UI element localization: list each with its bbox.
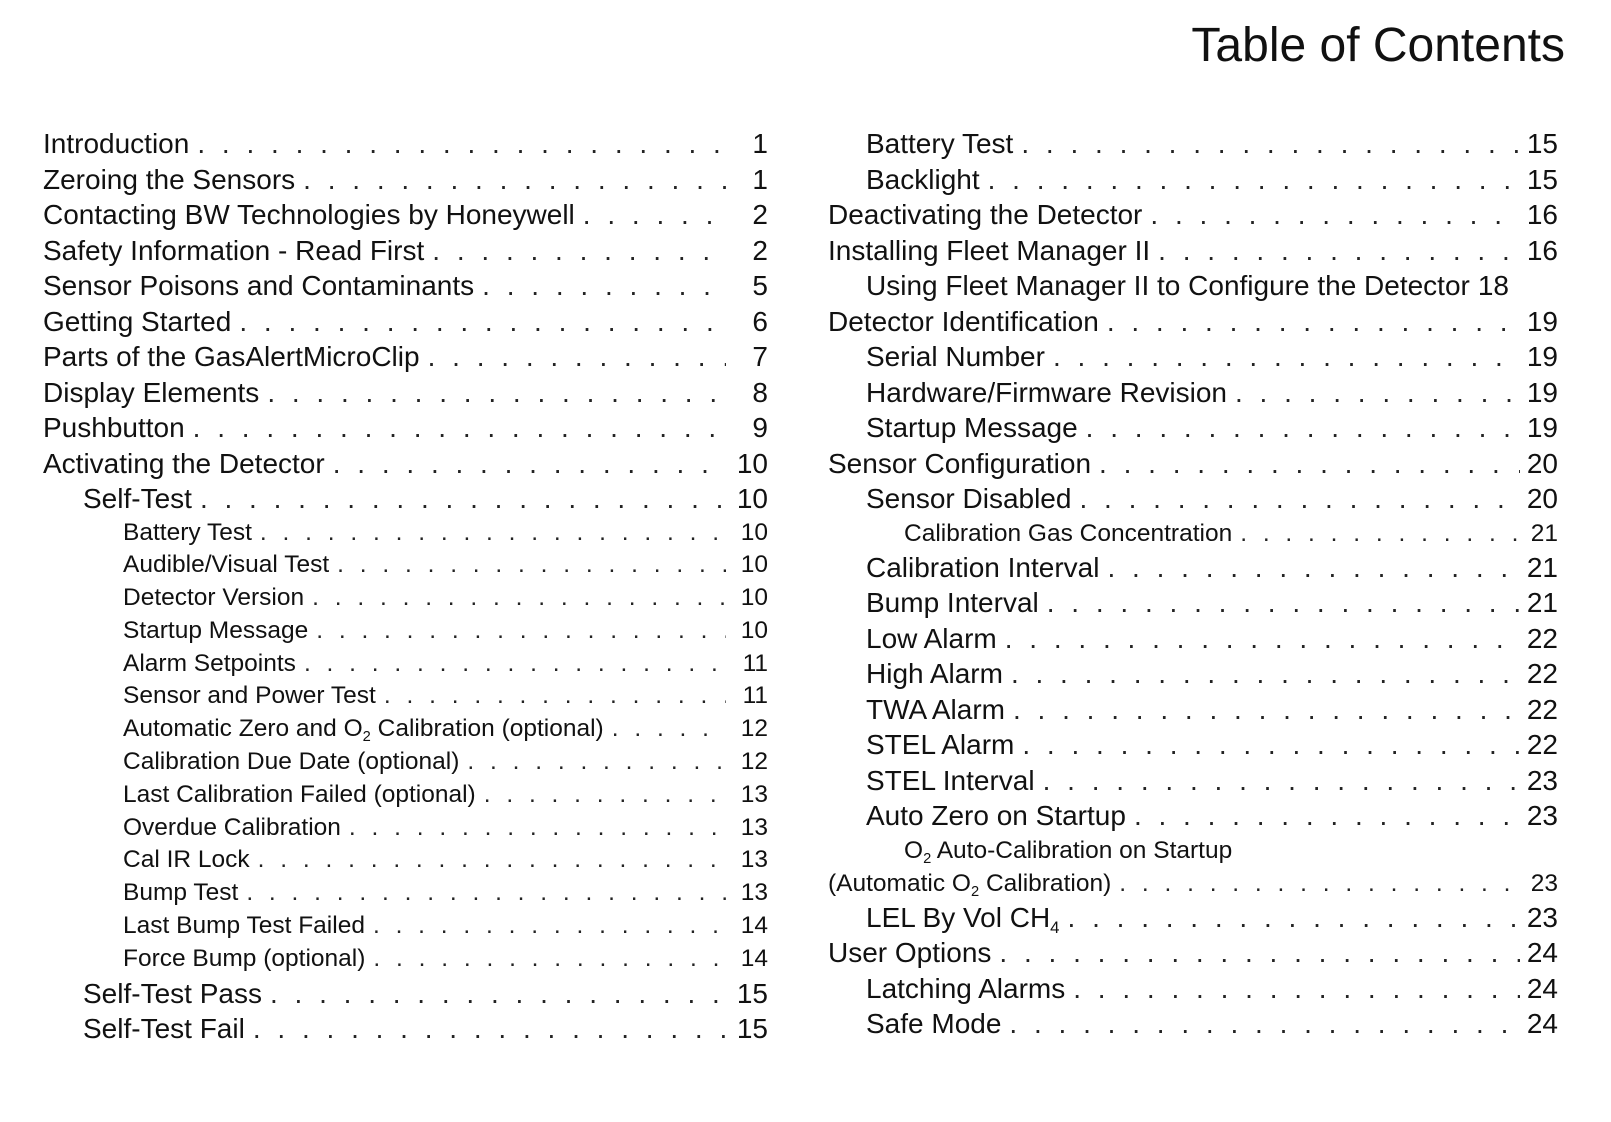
dot-leader <box>373 943 726 976</box>
toc-entry-title: Sensor Configuration <box>828 447 1092 479</box>
toc-entry-title: TWA Alarm <box>866 693 1005 725</box>
dot-leader <box>316 615 726 648</box>
toc-entry-title: Zeroing the Sensors <box>43 163 296 195</box>
toc-entry-high-alarm[interactable] <box>828 656 1558 692</box>
toc-entry-deactivating-the-detector[interactable] <box>828 197 1558 233</box>
toc-entry-title: High Alarm <box>866 658 1003 689</box>
dot-leader <box>1021 126 1520 162</box>
toc-entry-self-test-pass[interactable] <box>43 976 768 1012</box>
toc-entry-last-bump-test-failed[interactable] <box>43 910 768 943</box>
toc-entry-page-number: 6 <box>752 305 768 337</box>
toc-entry-page-number: 18 <box>1477 270 1510 301</box>
toc-entry-subscript: 2 <box>362 729 371 746</box>
toc-entry-title: Startup Message <box>123 616 309 644</box>
toc-entry-page-number: 12 <box>740 715 768 743</box>
dot-leader <box>333 446 726 482</box>
dot-leader <box>337 549 726 582</box>
toc-entry-page-number: 8 <box>752 376 768 408</box>
toc-entry-page-number: 1 <box>752 128 768 159</box>
toc-entry-title: Display Elements <box>43 376 260 408</box>
dot-leader <box>1240 517 1520 550</box>
toc-entry-safe-mode[interactable] <box>828 1006 1558 1042</box>
toc-entry-page-number: 2 <box>752 199 768 230</box>
toc-entry-title <box>123 713 612 746</box>
toc-entry-page-number: 9 <box>752 412 768 443</box>
dot-leader <box>267 375 726 411</box>
toc-entry-hardware-firmware-revision[interactable] <box>828 375 1558 411</box>
toc-entry-overdue-calibration[interactable] <box>43 812 768 845</box>
toc-entry-title: Calibration Interval <box>866 551 1100 583</box>
dot-leader <box>349 812 726 845</box>
toc-entry-title: Getting Started <box>43 305 232 337</box>
toc-entry-page-number: 23 <box>1526 901 1558 933</box>
dot-leader <box>193 410 726 446</box>
toc-entry-title: Cal IR Lock <box>123 846 250 874</box>
toc-entry-battery-test[interactable] <box>43 517 768 550</box>
toc-entry-serial-number[interactable] <box>828 339 1558 375</box>
toc-entry-page-number: 14 <box>740 912 768 940</box>
dot-leader <box>1150 197 1520 233</box>
toc-entry-sensor-and-power-test[interactable] <box>43 680 768 713</box>
toc-entry-title: Auto Zero on Startup <box>866 800 1126 831</box>
toc-entry-stel-interval[interactable] <box>828 763 1558 799</box>
toc-entry-title-text: LEL By Vol CH <box>866 901 1051 933</box>
toc-entry-detector-identification[interactable] <box>828 304 1558 340</box>
toc-entry-title: Sensor Poisons and Contaminants <box>43 270 475 301</box>
toc-entry-page-number: 10 <box>740 584 768 612</box>
toc-entry-safety-information-read-first[interactable] <box>43 233 768 269</box>
toc-entry-title: Bump Test <box>123 879 239 907</box>
dot-leader <box>999 935 1520 971</box>
page-title: Table of Contents <box>1191 19 1565 72</box>
toc-entry-page-number: 13 <box>740 780 768 808</box>
toc-entry-title: Low Alarm <box>866 622 997 654</box>
dot-leader <box>428 339 726 375</box>
toc-entry-page-number: 13 <box>740 813 768 841</box>
dot-leader <box>270 976 726 1012</box>
toc-entry-last-calibration-failed-optional[interactable] <box>43 779 768 812</box>
toc-entry-page-number: 14 <box>740 944 768 972</box>
toc-entry-page-number: 16 <box>1526 199 1558 230</box>
dot-leader <box>1086 410 1520 446</box>
dot-leader <box>197 126 726 162</box>
toc-entry-title: Calibration Due Date (optional) <box>123 748 460 776</box>
toc-entry-page-number: 15 <box>1526 128 1558 159</box>
toc-entry-page-number: 19 <box>1526 376 1558 408</box>
toc-entry-self-test-fail[interactable] <box>43 1011 768 1047</box>
toc-entry-title-text: Automatic Zero and O <box>123 715 363 743</box>
toc-entry-page-number: 7 <box>752 341 768 372</box>
toc-entry-page-number: 15 <box>1526 163 1558 195</box>
toc-entry-title: Contacting BW Technologies by Honeywell <box>43 199 575 230</box>
dot-leader <box>1053 339 1520 375</box>
toc-entry-self-test[interactable] <box>43 481 768 517</box>
toc-entry-getting-started[interactable] <box>43 304 768 340</box>
toc-entry-page-number: 19 <box>1526 412 1558 443</box>
toc-entry-page-number: 20 <box>1526 447 1558 479</box>
dot-leader <box>303 162 726 198</box>
toc-entry-title-text: Calibration (optional) <box>370 715 604 743</box>
toc-entry-page-number: 24 <box>1526 937 1558 968</box>
dot-leader <box>1005 621 1520 657</box>
toc-entry-page-number: 10 <box>740 616 768 644</box>
dot-leader <box>467 746 726 779</box>
toc-entry-title-text: Calibration) <box>979 869 1112 897</box>
toc-entry-title: Pushbutton <box>43 412 185 443</box>
toc-entry-activating-the-detector[interactable] <box>43 446 768 482</box>
toc-entry-title: Latching Alarms <box>866 972 1066 1004</box>
toc-entry-page-number: 22 <box>1526 658 1558 689</box>
toc-entry-title: Deactivating the Detector <box>828 199 1143 230</box>
toc-entry-page-number: 10 <box>736 447 768 479</box>
toc-entry-page-number: 22 <box>1526 622 1558 654</box>
dot-leader <box>484 779 726 812</box>
toc-entry-page-number: 10 <box>740 551 768 579</box>
dot-leader <box>1013 692 1520 728</box>
toc-entry-page-number: 21 <box>1530 519 1558 547</box>
toc-entry-page-number: 15 <box>736 1013 768 1045</box>
toc-entry-stel-alarm[interactable] <box>828 727 1558 763</box>
toc-entry-title-text: (Automatic O <box>828 869 971 897</box>
toc-entry-title-text: O <box>904 836 924 864</box>
dot-leader <box>373 910 726 943</box>
toc-column-left <box>43 126 768 1047</box>
toc-entry-subscript: 4 <box>1050 917 1060 937</box>
toc-entry-twa-alarm[interactable] <box>828 692 1558 728</box>
toc-entry-title: Detector Version <box>123 584 305 612</box>
dot-leader <box>432 233 726 269</box>
toc-entry-title: Startup Message <box>866 412 1078 443</box>
toc-entry-automatic-o2-calibration[interactable] <box>828 867 1558 900</box>
toc-entry-lel-by-vol-ch4[interactable] <box>828 900 1558 936</box>
toc-entry-sensor-disabled[interactable] <box>828 481 1558 517</box>
toc-entry-calibration-gas-concentration[interactable] <box>828 517 1558 550</box>
toc-entry-title: Overdue Calibration <box>123 813 341 841</box>
dot-leader <box>258 844 726 877</box>
dot-leader <box>1107 304 1520 340</box>
toc-entry-subscript: 2 <box>970 883 980 900</box>
toc-entry-calibration-interval[interactable] <box>828 550 1558 586</box>
dot-leader <box>253 1011 726 1047</box>
toc-entry-title: Installing Fleet Manager II <box>828 234 1151 266</box>
dot-leader <box>988 162 1520 198</box>
toc-entry-page-number: 11 <box>742 649 768 677</box>
toc-entry-title: Backlight <box>866 163 980 195</box>
toc-entry-alarm-setpoints[interactable] <box>43 648 768 681</box>
toc-entry-sensor-poisons-and-contaminants[interactable] <box>43 268 768 304</box>
toc-entry-title: Sensor Disabled <box>866 483 1072 514</box>
dot-leader <box>1009 1006 1520 1042</box>
toc-entry-title: Safety Information - Read First <box>43 234 425 266</box>
dot-leader <box>1043 763 1520 799</box>
toc-entry-calibration-due-date-optional[interactable] <box>43 746 768 779</box>
dot-leader <box>304 648 726 681</box>
toc-entry-title: Sensor and Power Test <box>123 682 376 710</box>
toc-entry-subscript: 2 <box>923 850 932 867</box>
toc-entry-page-number: 13 <box>740 879 768 907</box>
toc-entry-page-number: 15 <box>736 977 768 1009</box>
dot-leader <box>246 877 726 910</box>
toc-entry-page-number: 19 <box>1526 305 1558 337</box>
toc-entry-title <box>866 900 1068 936</box>
toc-entry-display-elements[interactable] <box>43 375 768 411</box>
toc-entry-introduction[interactable] <box>43 126 768 162</box>
toc-entry-force-bump-optional[interactable] <box>43 943 768 976</box>
dot-leader <box>1073 971 1520 1007</box>
toc-entry-page-number: 16 <box>1526 234 1558 266</box>
toc-entry-page-number: 10 <box>736 483 768 514</box>
toc-entry-pushbutton[interactable] <box>43 410 768 446</box>
toc-entry-title: Introduction <box>43 128 190 159</box>
toc-entry-page-number: 19 <box>1526 341 1558 372</box>
dot-leader <box>1047 585 1520 621</box>
toc-entry-title: Alarm Setpoints <box>123 649 296 677</box>
toc-entry-page-number: 22 <box>1526 693 1558 725</box>
toc-entry-parts-of-the-gasalertmicroclip[interactable] <box>43 339 768 375</box>
dot-leader <box>1011 656 1520 692</box>
toc-entry-contacting-bw-technologies-by-honeywell[interactable] <box>43 197 768 233</box>
toc-column-right <box>828 126 1558 1042</box>
dot-leader <box>384 680 726 713</box>
toc-entry-title: User Options <box>828 937 992 968</box>
dot-leader <box>1068 900 1520 936</box>
toc-entry-startup-message[interactable] <box>43 615 768 648</box>
toc-entry-title: Self-Test Pass <box>83 977 262 1009</box>
toc-entry-title: Parts of the GasAlertMicroClip <box>43 341 420 372</box>
toc-entry-page-number: 21 <box>1526 587 1558 618</box>
dot-leader <box>1158 233 1520 269</box>
toc-entry-zeroing-the-sensors[interactable] <box>43 162 768 198</box>
toc-entry-page-number: 12 <box>740 748 768 776</box>
toc-entry-page-number: 1 <box>752 163 768 195</box>
toc-entry-title: STEL Interval <box>866 764 1035 796</box>
toc-entry-title: Using Fleet Manager II to Configure the Detector <box>866 270 1470 301</box>
dot-leader <box>1022 727 1520 763</box>
toc-entry-bump-test[interactable] <box>43 877 768 910</box>
toc-entry-sensor-configuration[interactable] <box>828 446 1558 482</box>
toc-entry-page-number: 10 <box>740 518 768 546</box>
dot-leader <box>1235 375 1520 411</box>
dot-leader <box>583 197 726 233</box>
toc-entry-user-options[interactable] <box>828 935 1558 971</box>
toc-entry-page-number: 24 <box>1526 1008 1558 1039</box>
toc-entry-title: Safe Mode <box>866 1008 1002 1039</box>
toc-entry-title: Activating the Detector <box>43 447 325 479</box>
toc-entry-page-number: 23 <box>1526 764 1558 796</box>
toc-entry-title: Serial Number <box>866 341 1045 372</box>
dot-leader <box>1134 798 1520 834</box>
toc-entry-page-number: 2 <box>752 234 768 266</box>
toc-entry-page-number: 24 <box>1526 972 1558 1004</box>
toc-entry-auto-zero-on-startup[interactable] <box>828 798 1558 834</box>
toc-entry-page-number: 20 <box>1526 483 1558 514</box>
toc-entry-title: Last Calibration Failed (optional) <box>123 780 476 808</box>
toc-entry-title: Self-Test <box>83 483 192 514</box>
toc-entry-page-number: 5 <box>752 270 768 301</box>
toc-entry-title: Self-Test Fail <box>83 1013 245 1045</box>
dot-leader <box>1099 446 1520 482</box>
toc-entry-title: Battery Test <box>866 128 1014 159</box>
toc-entry-title: Battery Test <box>123 518 252 546</box>
toc-entry-low-alarm[interactable] <box>828 621 1558 657</box>
toc-entry-bump-interval[interactable] <box>828 585 1558 621</box>
toc-entry-title: STEL Alarm <box>866 729 1015 760</box>
toc-entry-page-number: 21 <box>1526 551 1558 583</box>
toc-entry-installing-fleet-manager-ii[interactable] <box>828 233 1558 269</box>
toc-entry-page-number: 13 <box>740 846 768 874</box>
toc-entry-page-number: 22 <box>1526 729 1558 760</box>
toc-entry-title: Detector Identification <box>828 305 1099 337</box>
toc-entry-title: Last Bump Test Failed <box>123 912 365 940</box>
dot-leader <box>1119 867 1520 900</box>
toc-entry-title-text: Auto-Calibration on Startup <box>931 836 1233 864</box>
dot-leader <box>239 304 726 340</box>
dot-leader <box>1107 550 1520 586</box>
toc-entry-title <box>904 834 1232 867</box>
toc-entry-page-number: 23 <box>1530 869 1558 897</box>
dot-leader <box>260 517 726 550</box>
toc-entry-latching-alarms[interactable] <box>828 971 1558 1007</box>
toc-entry-title: Bump Interval <box>866 587 1039 618</box>
toc-entry-title: Audible/Visual Test <box>123 551 330 579</box>
dot-leader <box>612 713 726 746</box>
toc-entry-title: Force Bump (optional) <box>123 944 366 972</box>
toc-entry-page-number: 23 <box>1526 800 1558 831</box>
toc-entry-automatic-zero-and-o2-calibration-optional[interactable] <box>43 713 768 746</box>
toc-entry-backlight[interactable] <box>828 162 1558 198</box>
dot-leader <box>482 268 726 304</box>
dot-leader <box>312 582 726 615</box>
toc-entry-title: Calibration Gas Concentration <box>904 519 1233 547</box>
dot-leader <box>1079 481 1520 517</box>
toc-entry-cal-ir-lock[interactable] <box>43 844 768 877</box>
toc-entry-title <box>828 867 1119 900</box>
toc-entry-using-fleet-manager-ii-to-configure-the-detector[interactable] <box>828 268 1558 304</box>
dot-leader <box>200 481 726 517</box>
toc-entry-page-number: 11 <box>742 682 768 710</box>
toc-entry-battery-test[interactable] <box>828 126 1558 162</box>
toc-entry-startup-message[interactable] <box>828 410 1558 446</box>
toc-entry-o2-auto-calibration-on-startup[interactable] <box>828 834 1558 867</box>
toc-entry-detector-version[interactable] <box>43 582 768 615</box>
toc-entry-title: Hardware/Firmware Revision <box>866 376 1227 408</box>
toc-entry-audible-visual-test[interactable] <box>43 549 768 582</box>
